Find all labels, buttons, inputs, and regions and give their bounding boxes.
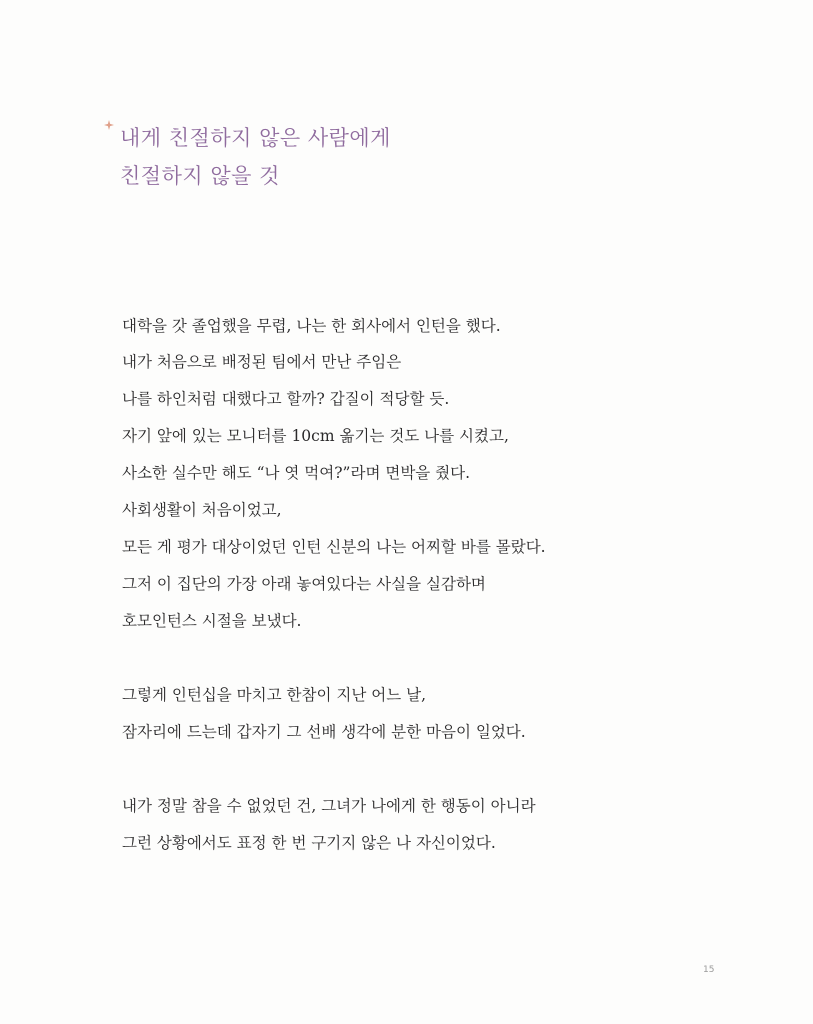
body-text-line: 잠자리에 드는데 갑자기 그 선배 생각에 분한 마음이 일었다. [122, 723, 526, 741]
body-text-line: 내가 처음으로 배정된 팀에서 만난 주임은 [122, 353, 402, 371]
four-point-star-icon [104, 120, 114, 130]
body-text-line: 대학을 갓 졸업했을 무렵, 나는 한 회사에서 인턴을 했다. [122, 317, 501, 335]
body-text-line: 사소한 실수만 해도 “나 엿 먹여?”라며 면박을 줬다. [122, 464, 471, 482]
body-text-line: 사회생활이 처음이었고, [122, 501, 282, 519]
body-text-line: 그런 상황에서도 표정 한 번 구기지 않은 나 자신이었다. [122, 834, 496, 852]
body-text-line: 그저 이 집단의 가장 아래 놓여있다는 사실을 실감하며 [122, 575, 486, 593]
page-number: 15 [703, 965, 715, 975]
body-text-line: 모든 게 평가 대상이었던 인턴 신분의 나는 어찌할 바를 몰랐다. [122, 538, 546, 556]
body-text-line: 나를 하인처럼 대했다고 할까? 갑질이 적당할 듯. [122, 390, 450, 408]
body-text-line: 자기 앞에 있는 모니터를 10cm 옮기는 것도 나를 시켰고, [122, 427, 509, 445]
chapter-title-line-2: 친절하지 않을 것 [120, 164, 280, 188]
body-text-line: 호모인턴스 시절을 보냈다. [122, 612, 302, 630]
chapter-title-line-1: 내게 친절하지 않은 사람에게 [120, 126, 391, 150]
body-text-line: 그렇게 인턴십을 마치고 한참이 지난 어느 날, [122, 686, 427, 704]
body-text-line: 내가 정말 참을 수 없었던 건, 그녀가 나에게 한 행동이 아니라 [122, 797, 536, 815]
